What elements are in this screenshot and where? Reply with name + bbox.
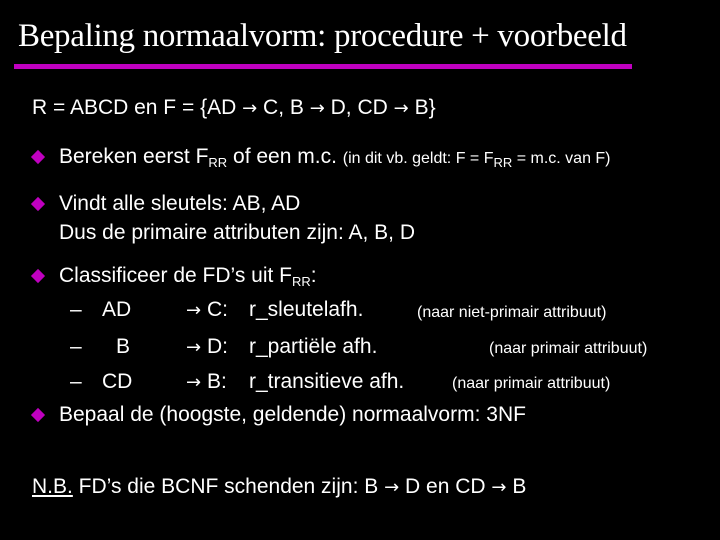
bullet-2-line-1: Vindt alle sleutels: AB, AD <box>59 192 301 215</box>
bullet-3-colon: : <box>310 264 317 287</box>
fd-lhs: AD <box>102 298 132 321</box>
fd-dash: – <box>70 335 82 358</box>
arrow-icon: → <box>242 98 258 119</box>
note-suffix: = m.c. van F) <box>512 150 611 167</box>
given-part3: D, CD <box>324 96 394 119</box>
nb-mid: D en CD <box>399 475 492 498</box>
fd-note: (naar primair attribuut) <box>452 375 611 392</box>
fd-note: (naar niet-primair attribuut) <box>417 304 607 321</box>
title-underline <box>14 64 632 69</box>
arrow-icon: → <box>491 477 507 498</box>
fd-rhs: B: <box>207 370 227 393</box>
fd-kind: r_transitieve afh. <box>249 370 405 393</box>
nb-end: B <box>506 475 527 498</box>
subscript: RR <box>493 155 513 170</box>
bullet-diamond-icon <box>31 408 45 422</box>
bullet-diamond-icon <box>31 269 45 283</box>
bullet-diamond-icon <box>31 150 45 164</box>
bullet-1-text2: of een m.c. <box>227 145 337 168</box>
fd-kind: r_sleutelafh. <box>249 298 364 321</box>
arrow-icon: → <box>186 300 202 321</box>
subscript: RR <box>292 274 311 289</box>
fd-rhs: D: <box>207 335 228 358</box>
bullet-4: Bepaal de (hoogste, geldende) normaalvorm: 3NF <box>59 403 526 426</box>
fd-dash: – <box>70 370 82 393</box>
arrow-icon: → <box>186 337 202 358</box>
arrow-icon: → <box>186 372 202 393</box>
bullet-1 <box>59 145 611 169</box>
fd-kind: r_partiële afh. <box>249 335 378 358</box>
fd-dash: – <box>70 298 82 321</box>
bullet-2-line-2: Dus de primaire attributen zijn: A, B, D <box>59 221 415 244</box>
nb-line <box>32 475 526 499</box>
bullet-1-note <box>342 150 611 170</box>
given-part2: C, B <box>257 96 310 119</box>
fd-lhs: CD <box>102 370 133 393</box>
bullet-1-text: Bereken eerst F <box>59 145 209 168</box>
given-part4: B} <box>408 96 436 119</box>
given-prefix: R = ABCD en F = {AD <box>32 96 243 119</box>
bullet-3 <box>59 264 317 288</box>
fd-note: (naar primair attribuut) <box>489 340 648 357</box>
note-prefix: (in dit vb. geldt: F = F <box>342 150 494 167</box>
fd-rhs: C: <box>207 298 228 321</box>
bullet-3-text: Classificeer de FD’s uit F <box>59 264 293 287</box>
arrow-icon: → <box>309 98 325 119</box>
fd-lhs: B <box>116 335 131 358</box>
bullet-diamond-icon <box>31 197 45 211</box>
arrow-icon: → <box>384 477 400 498</box>
slide-title: Bepaling normaalvorm: procedure + voorbeeld <box>18 18 627 54</box>
relation-definition <box>32 96 436 120</box>
subscript: RR <box>208 155 228 170</box>
arrow-icon: → <box>393 98 409 119</box>
nb-label: N.B. <box>32 475 73 498</box>
nb-text: FD’s die BCNF schenden zijn: B <box>72 475 385 498</box>
